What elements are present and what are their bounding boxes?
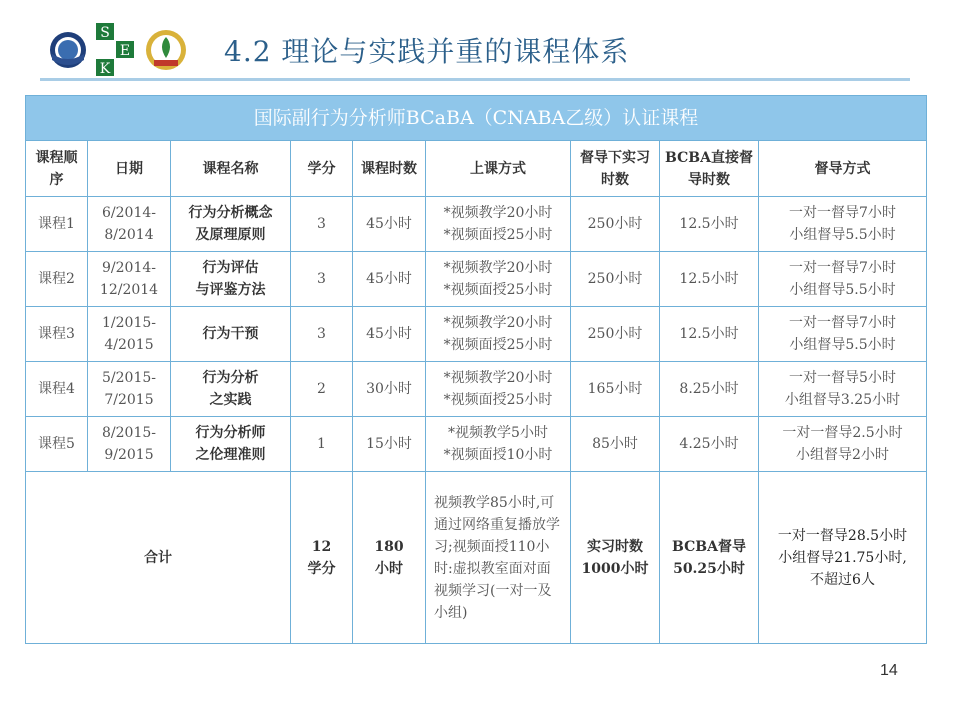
header-credit: 学分 (291, 141, 353, 197)
slide-title: 4.2 理论与实践并重的课程体系 (224, 35, 630, 68)
course-hours: 30小时 (353, 362, 426, 417)
course-practice: 250小时 (571, 307, 660, 362)
total-supervision: 一对一督导28.5小时 小组督导21.75小时, 不超过6人 (759, 472, 927, 644)
course-name: 行为分析师 之伦理准则 (171, 417, 291, 472)
school-emblem-logo (144, 28, 188, 72)
course-credit: 3 (291, 197, 353, 252)
course-supervision: 一对一督导7小时 小组督导5.5小时 (759, 307, 927, 362)
course-practice: 85小时 (571, 417, 660, 472)
course-supervision: 一对一督导7小时 小组督导5.5小时 (759, 252, 927, 307)
course-credit: 3 (291, 307, 353, 362)
total-credit: 12 学分 (291, 472, 353, 644)
course-method: *视频教学20小时 *视频面授25小时 (426, 307, 571, 362)
course-hours: 45小时 (353, 197, 426, 252)
header-date: 日期 (88, 141, 171, 197)
course-name: 行为评估 与评鉴方法 (171, 252, 291, 307)
total-label: 合计 (26, 472, 291, 644)
header-hours: 课程时数 (353, 141, 426, 197)
course-practice: 250小时 (571, 252, 660, 307)
course-supervision: 一对一督导2.5小时 小组督导2小时 (759, 417, 927, 472)
course-order: 课程1 (26, 197, 88, 252)
table-row (26, 362, 927, 417)
course-credit: 2 (291, 362, 353, 417)
header-practice: 督导下实习时数 (571, 141, 660, 197)
course-order: 课程5 (26, 417, 88, 472)
course-name: 行为分析概念 及原理原则 (171, 197, 291, 252)
table-header-row (26, 141, 927, 197)
header-method: 上课方式 (426, 141, 571, 197)
course-supervision: 一对一督导7小时 小组督导5.5小时 (759, 197, 927, 252)
table-row (26, 252, 927, 307)
total-bcba: BCBA督导 50.25小时 (660, 472, 759, 644)
course-date: 5/2015- 7/2015 (88, 362, 171, 417)
course-bcba: 12.5小时 (660, 252, 759, 307)
course-supervision: 一对一督导5小时 小组督导3.25小时 (759, 362, 927, 417)
sek-logo (94, 22, 138, 78)
course-bcba: 12.5小时 (660, 307, 759, 362)
course-hours: 45小时 (353, 252, 426, 307)
svg-text:K: K (99, 61, 111, 77)
total-practice: 实习时数 1000小时 (571, 472, 660, 644)
course-method: *视频教学5小时 *视频面授10小时 (426, 417, 571, 472)
course-method: *视频教学20小时 *视频面授25小时 (426, 362, 571, 417)
header-supervision: 督导方式 (759, 141, 927, 197)
table-row (26, 307, 927, 362)
course-practice: 250小时 (571, 197, 660, 252)
course-hours: 45小时 (353, 307, 426, 362)
title-divider (40, 78, 910, 81)
course-table (25, 95, 927, 644)
course-bcba: 12.5小时 (660, 197, 759, 252)
course-order: 课程4 (26, 362, 88, 417)
course-hours: 15小时 (353, 417, 426, 472)
course-date: 9/2014- 12/2014 (88, 252, 171, 307)
logo-group (48, 22, 188, 78)
table-caption-row (26, 96, 927, 141)
page-number: 14 (880, 662, 898, 679)
table-row (26, 417, 927, 472)
total-hours: 180 小时 (353, 472, 426, 644)
course-name: 行为分析 之实践 (171, 362, 291, 417)
course-date: 8/2015- 9/2015 (88, 417, 171, 472)
course-date: 6/2014- 8/2014 (88, 197, 171, 252)
course-practice: 165小时 (571, 362, 660, 417)
svg-text:E: E (119, 43, 131, 59)
course-date: 1/2015- 4/2015 (88, 307, 171, 362)
course-name: 行为干预 (171, 307, 291, 362)
course-credit: 1 (291, 417, 353, 472)
table-row (26, 197, 927, 252)
course-order: 课程3 (26, 307, 88, 362)
course-bcba: 4.25小时 (660, 417, 759, 472)
course-credit: 3 (291, 252, 353, 307)
total-row (26, 472, 927, 644)
header-order: 课程顺序 (26, 141, 88, 197)
svg-text:S: S (100, 25, 110, 41)
total-method: 视频教学85小时,可通过网络重复播放学习;视频面授110小时:虚拟教室面对面视频学习(一对一及小组) (426, 472, 571, 644)
course-method: *视频教学20小时 *视频面授25小时 (426, 252, 571, 307)
header-bcba: BCBA直接督导时数 (660, 141, 759, 197)
course-order: 课程2 (26, 252, 88, 307)
course-method: *视频教学20小时 *视频面授25小时 (426, 197, 571, 252)
header-name: 课程名称 (171, 141, 291, 197)
course-bcba: 8.25小时 (660, 362, 759, 417)
atc-logo (48, 30, 88, 70)
table-caption: 国际副行为分析师BCaBA（CNABA乙级）认证课程 (26, 96, 927, 141)
